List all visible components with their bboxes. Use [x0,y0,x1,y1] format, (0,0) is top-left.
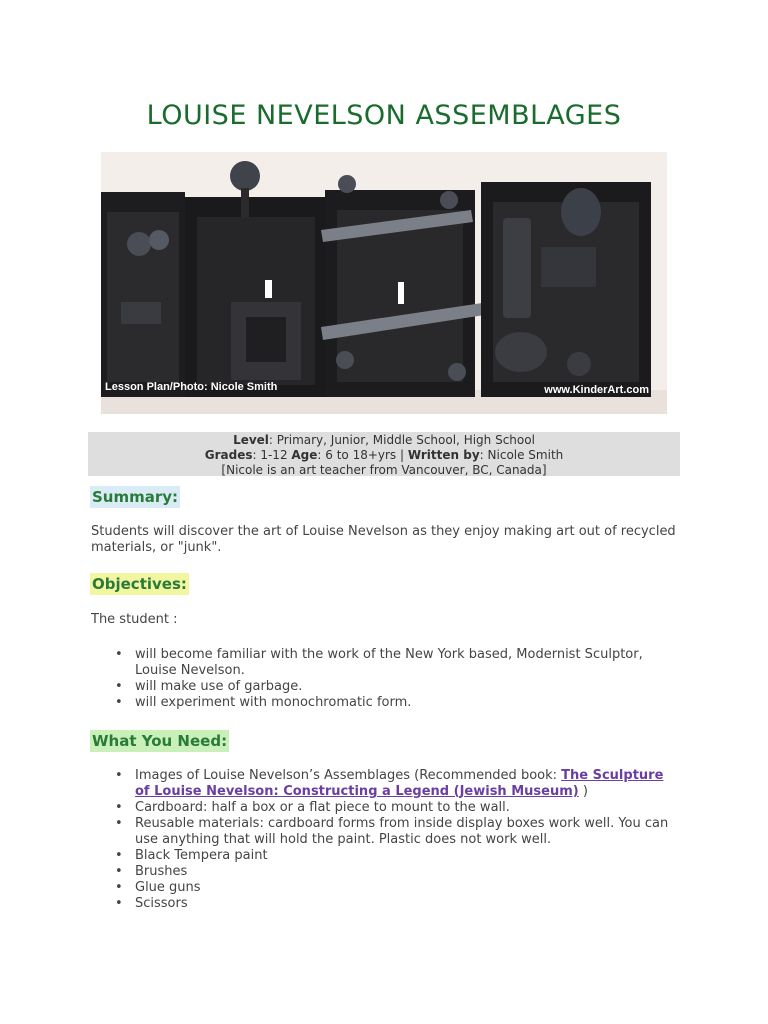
book-recommendation-text: Images of Louise Nevelson’s Assemblages (Recommended book: [135,768,562,783]
age-value: : 6 to 18+yrs | [317,448,408,462]
book-recommendation-close: ) [578,784,588,799]
list-item: • Cardboard: half a box or a flat piece to mount to the wall. [111,800,681,816]
assemblage-photo [101,152,667,414]
grades-value: : 1-12 [252,448,292,462]
page-title: LOUISE NEVELSON ASSEMBLAGES [146,100,622,131]
objectives-intro: The student : [91,612,178,627]
author-note: [Nicole is an art teacher from Vancouver, BC, Canada] [221,463,547,477]
photo-credit-caption: Lesson Plan/Photo: Nicole Smith [105,381,278,393]
photo-site-caption: www.KinderArt.com [544,384,649,396]
level-label: Level [233,433,269,447]
materials-list [111,768,681,912]
list-item [111,768,681,800]
list-item: • Reusable materials: cardboard forms from inside display boxes work well. You can use anything that will hold the paint. Plastic does not work well. [111,816,681,848]
list-item: • Black Tempera paint [111,848,681,864]
level-line [88,433,680,448]
list-item: • Glue guns [111,880,681,896]
list-item: • will become familiar with the work of the New York based, Modernist Sculptor, Louise Nevelson. [111,647,681,679]
list-item: • Scissors [111,896,681,912]
summary-text: Students will discover the art of Louise Nevelson as they enjoy making art out of recycled materials, or "junk". [91,524,676,555]
what-you-need-heading: What You Need: [92,732,228,750]
list-item: • Brushes [111,864,681,880]
assemblage-illustration [101,152,667,414]
grades-line [88,448,680,463]
list-item: • will experiment with monochromatic form. [111,695,681,711]
objectives-list [111,647,681,711]
objectives-heading: Objectives: [92,575,187,593]
level-value: : Primary, Junior, Middle School, High School [268,433,535,447]
summary-heading: Summary: [92,488,179,506]
lesson-info-box [88,432,680,476]
age-label: Age [291,448,318,462]
written-by-value: : Nicole Smith [479,448,564,462]
list-item: • will make use of garbage. [111,679,681,695]
written-by-label: Written by [407,448,480,462]
book-link[interactable]: The Sculpture of Louise Nevelson: Constructing a Legend (Jewish Museum) [135,768,664,799]
grades-label: Grades [204,448,253,462]
